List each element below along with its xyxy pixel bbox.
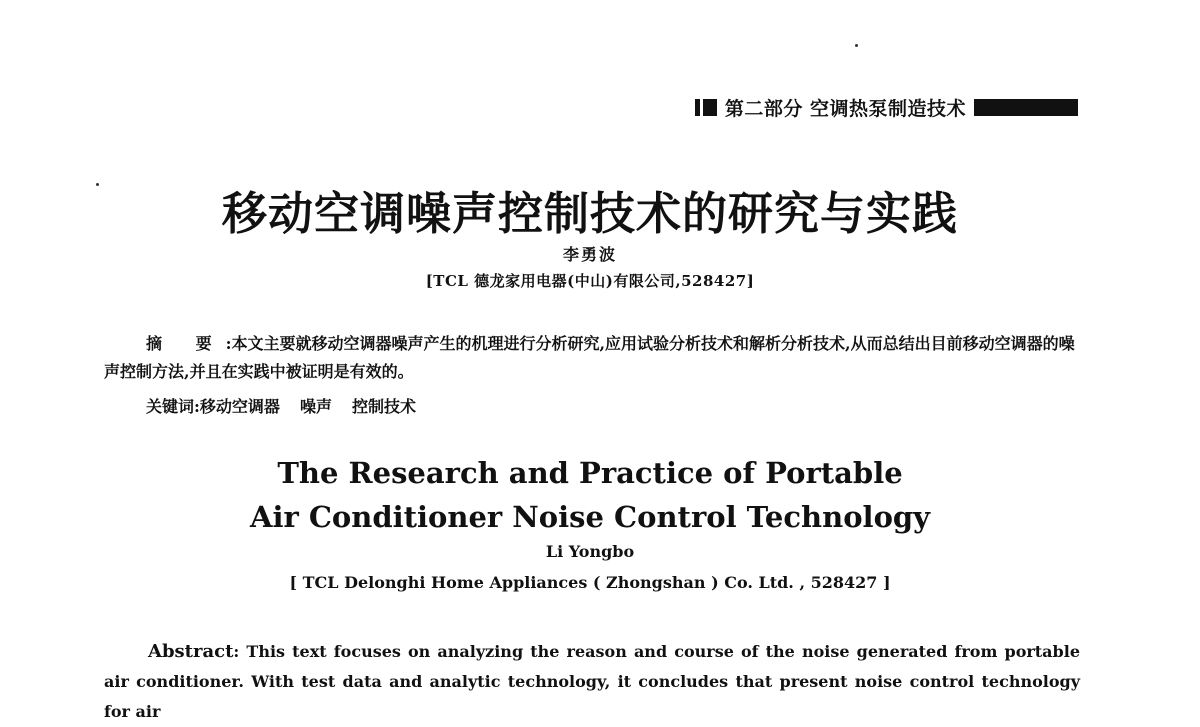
section-title: 第二部分 空调热泵制造技术: [724, 97, 966, 120]
author-en: Li Yongbo: [545, 542, 635, 561]
paper-title-zh: 移动空调噪声控制技术的研究与实践: [221, 187, 958, 240]
section-header: [695, 95, 1078, 119]
paper-title-en-line1: The Research and Practice of Portable: [277, 456, 903, 490]
keyword-item: 移动空调器: [199, 397, 280, 416]
keyword-item: 噪声: [299, 397, 332, 416]
abstract-zh-text: :本文主要就移动空调器噪声产生的机理进行分析研究,应用试验分析技术和解析分析技术,从而总结出目前移动空调器的噪声控制方法,并且在实践中被证明是有效的。: [104, 334, 1075, 381]
author-zh: 李勇波: [562, 245, 617, 264]
header-bar: [974, 99, 1078, 116]
paper-title-en-line2: Air Conditioner Noise Control Technology: [249, 500, 931, 534]
abstract-en-text: : This text focuses on analyzing the reason and course of the noise generated from portable air conditioner. With test data and analytic technology, it concludes that present noise control technology for air: [104, 642, 1080, 721]
keyword-item: 控制技术: [351, 397, 416, 416]
affiliation-zh: [TCL 德龙家用电器(中山)有限公司,528427]: [425, 272, 755, 290]
abstract-en-label: Abstract: [148, 641, 234, 662]
paper-title-en: [0, 451, 1180, 539]
abstract-zh-label: 摘 要: [146, 334, 226, 353]
abstract-zh: [104, 330, 1080, 386]
scan-speck: [855, 44, 858, 47]
abstract-en: [104, 637, 1080, 727]
header-mark-thin: [695, 99, 700, 116]
keywords-zh: [146, 394, 436, 417]
keywords-zh-label: 关键词:: [146, 397, 200, 416]
header-mark-block: [703, 99, 717, 116]
affiliation-en: [ TCL Delonghi Home Appliances ( Zhongshan ) Co. Ltd. , 528427 ]: [289, 573, 891, 592]
